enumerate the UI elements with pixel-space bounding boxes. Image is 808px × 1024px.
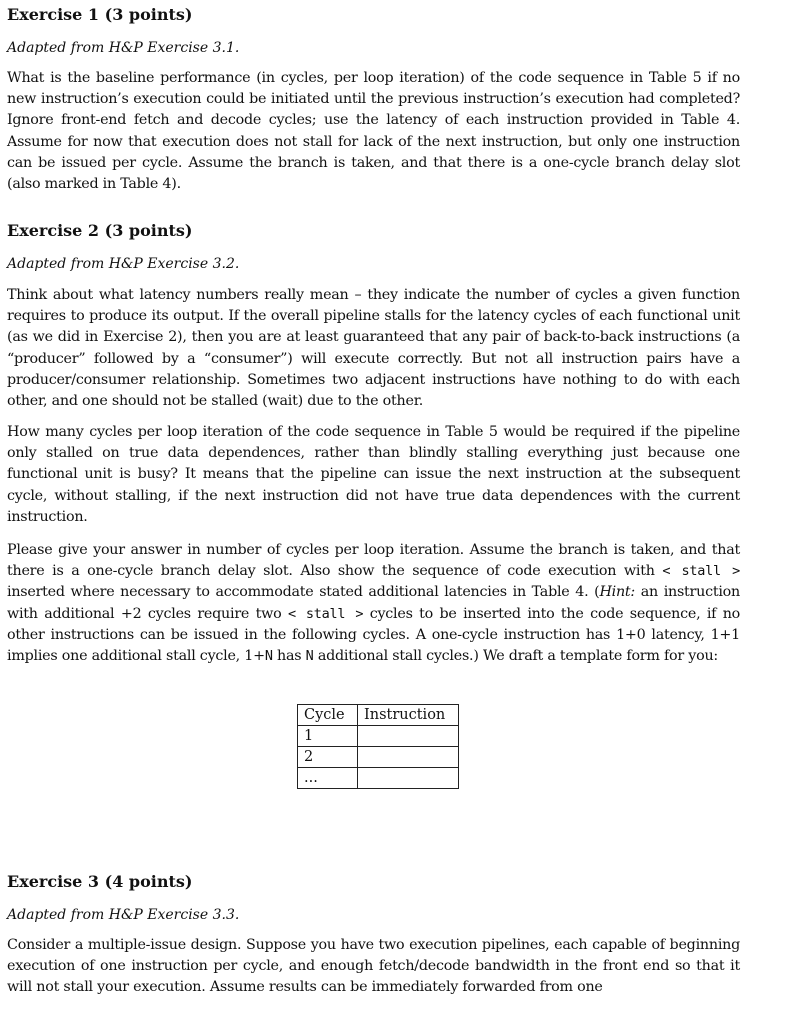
exercise-2-title: Exercise 2 (3 points)	[7, 221, 193, 240]
exercise-2-source: Adapted from H&P Exercise 3.2.	[7, 256, 240, 272]
template-table	[297, 704, 459, 789]
exercise-1-body: What is the baseline performance (in cycles, per loop iteration) of the code sequence in Table 5 if no new instruction’s execution could be initiated until the previous instruction’s execution had completed? Ignore front-end fetch and decode cycles; use the latency of each instruction provided in Table 4. Assume for now that execution does not stall for lack of the next instruction, but only one instruction can be issued per cycle. Assume the branch is taken, and that there is a one-cycle branch delay slot (also marked in Table 4).	[7, 70, 740, 193]
exercise-3-title: Exercise 3 (4 points)	[7, 872, 193, 891]
table-cell-instruction	[358, 726, 459, 747]
table-cell-cycle: 2	[298, 747, 358, 768]
table-header-instruction: Instruction	[358, 705, 459, 726]
p3-text-c: an instruction with additional +2 cycles require two	[7, 584, 740, 622]
p3-text-a: Please give your answer in number of cycles per loop iteration. Assume the branch is taken, and that there is a one-cycle branch delay slot. Also show the sequence of code execution with	[7, 542, 740, 580]
n-token: N	[305, 648, 314, 665]
table-row	[298, 726, 459, 747]
table-cell-instruction	[358, 768, 459, 789]
table-row	[298, 747, 459, 768]
hint-label: Hint:	[599, 584, 635, 601]
table-row	[298, 768, 459, 789]
table-cell-instruction	[358, 747, 459, 768]
exercise-3-source: Adapted from H&P Exercise 3.3.	[7, 907, 240, 923]
p3-text-e: has	[277, 648, 302, 665]
table-cell-cycle: ...	[298, 768, 358, 789]
stall-token: < stall >	[287, 605, 364, 622]
p3-text-d: cycles to be inserted into the code sequence, if no other instructions can be issued in the following cycles. A one-cycle instruction has 1+0 latency, 1+1 implies one additional stall cycle, 1+	[7, 605, 741, 665]
stall-token: < stall >	[662, 563, 740, 580]
table-header-row	[298, 705, 459, 726]
exercise-2-paragraph-2: How many cycles per loop iteration of the code sequence in Table 5 would be required if the pipeline only stalled on true data dependences, rather than blindly stalling everything just because one functional unit is busy? It means that the pipeline can issue the next instruction at the subsequent cycle, without stalling, if the next instruction did not have true data dependences with the current instruction.	[7, 424, 740, 525]
table-cell-cycle: 1	[298, 726, 358, 747]
table-header-cycle: Cycle	[298, 705, 358, 726]
p3-text-b: inserted where necessary to accommodate stated additional latencies in Table 4. (	[7, 584, 600, 601]
p3-text-f: additional stall cycles.) We draft a template form for you:	[317, 648, 718, 665]
exercise-3-body: Consider a multiple-issue design. Suppose you have two execution pipelines, each capable of beginning execution of one instruction per cycle, and enough fetch/decode bandwidth in the front end so that it will not stall your execution. Assume results can be immediately forwarded from one	[7, 937, 740, 996]
exercise-2-paragraph-3	[7, 540, 740, 667]
exercise-1-title: Exercise 1 (3 points)	[7, 5, 193, 24]
n-token: N	[264, 648, 273, 665]
exercise-1-source: Adapted from H&P Exercise 3.1.	[7, 40, 240, 56]
exercise-2-paragraph-1: Think about what latency numbers really mean – they indicate the number of cycles a given function requires to produce its output. If the overall pipeline stalls for the latency cycles of each functional unit (as we did in Exercise 2), then you are at least guaranteed that any pair of back-to-back instructions (a “producer” followed by a “consumer”) will execute correctly. But not all instruction pairs have a producer/consumer relationship. Sometimes two adjacent instructions have nothing to do with each other, and one should not be stalled (wait) due to the other.	[7, 287, 740, 410]
